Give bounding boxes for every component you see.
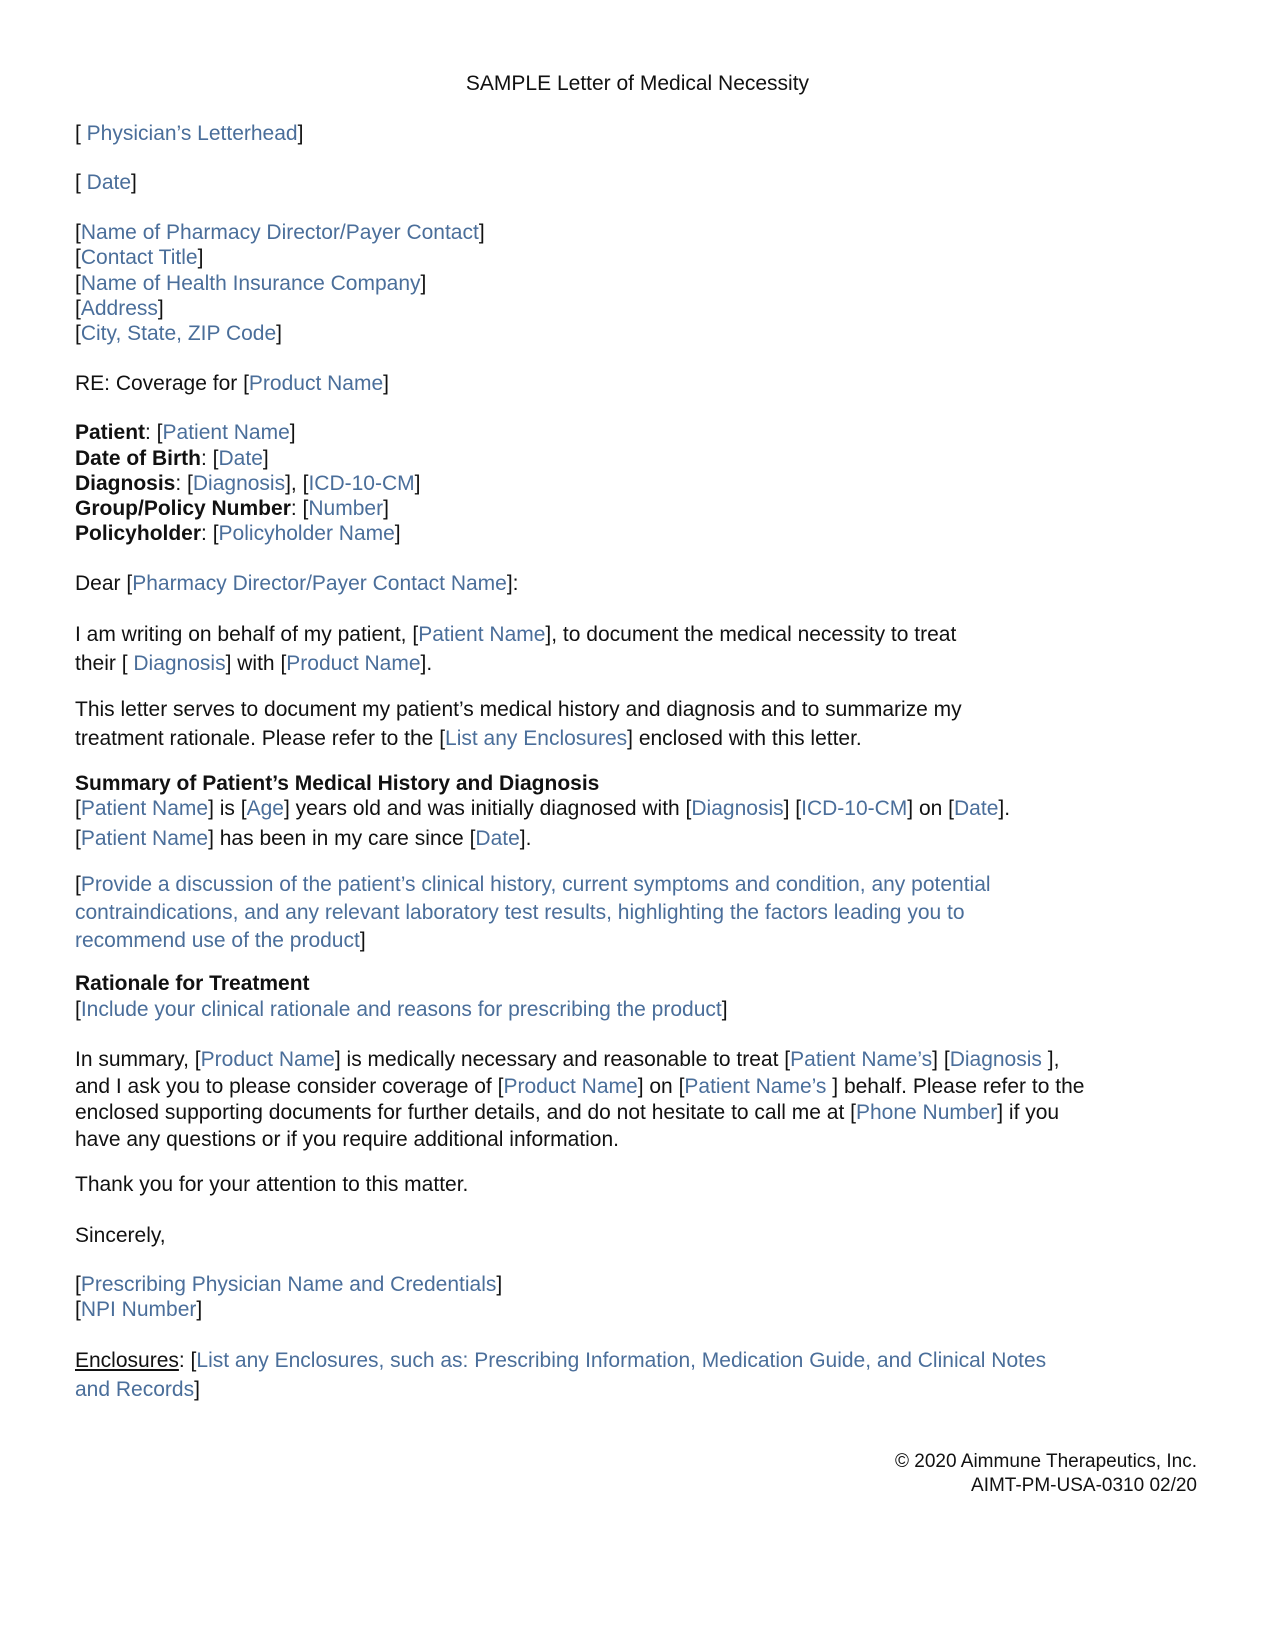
para2-text-b: treatment rationale. Please refer to the bbox=[75, 727, 440, 750]
rationale-placeholder: Include your clinical rationale and reasons for prescribing the product bbox=[80, 998, 722, 1021]
diagnosis-line: Diagnosis: [Diagnosis], [ICD-10-CM] bbox=[75, 472, 421, 495]
summary-line1: [Patient Name] is [Age] years old and was initially diagnosed with [Diagnosis] [ICD-10-CM] on [Date]. bbox=[75, 797, 1011, 820]
policyholder-line: Policyholder: [Policyholder Name] bbox=[75, 522, 401, 545]
group-line: Group/Policy Number: [Number] bbox=[75, 497, 389, 520]
summary-text-c: on bbox=[913, 797, 949, 820]
thanks-line: Thank you for your attention to this matter. bbox=[75, 1173, 469, 1196]
insummary-text-g: if you bbox=[1003, 1101, 1060, 1124]
director-placeholder: Name of Pharmacy Director/Payer Contact bbox=[80, 221, 479, 244]
product-name-placeholder: Product Name bbox=[503, 1075, 638, 1098]
dob-label: Date of Birth bbox=[75, 447, 201, 470]
enclosures-list-placeholder-1: List any Enclosures, such as: Prescribing Information, Medication Guide, and Clinical Notes bbox=[196, 1349, 1047, 1372]
discussion-placeholder-3: recommend use of the product bbox=[75, 929, 360, 952]
insummary-text-b: is medically necessary and reasonable to treat bbox=[340, 1048, 785, 1071]
re-line: RE: Coverage for [Product Name] bbox=[75, 372, 389, 395]
date-placeholder: Date bbox=[475, 827, 520, 850]
footer-copyright: © 2020 Aimmune Therapeutics, Inc. bbox=[895, 1451, 1197, 1472]
enclosures-line1: Enclosures: [List any Enclosures, such as: Prescribing Information, Medication Guide, and Clinical Notes bbox=[75, 1349, 1047, 1372]
sincerely-line: Sincerely, bbox=[75, 1224, 166, 1247]
insummary-line1: In summary, [Product Name] is medically necessary and reasonable to treat [Patient Name’s] [Diagnosis ], bbox=[75, 1048, 1060, 1071]
para1-text-b: , to document the medical necessity to treat bbox=[551, 623, 957, 646]
diagnosis-label: Diagnosis bbox=[75, 472, 176, 495]
footer-code: AIMT-PM-USA-0310 02/20 bbox=[971, 1475, 1197, 1496]
number-placeholder: Number bbox=[308, 497, 384, 520]
patient-name-placeholder: Patient Name bbox=[162, 421, 290, 444]
policyholder-label: Policyholder bbox=[75, 522, 202, 545]
npi-placeholder: NPI Number bbox=[80, 1298, 197, 1321]
enclosures-list-placeholder-2: and Records bbox=[75, 1378, 195, 1401]
insummary-text-d: on bbox=[643, 1075, 679, 1098]
group-label: Group/Policy Number bbox=[75, 497, 291, 520]
rationale-heading: Rationale for Treatment bbox=[75, 972, 310, 995]
salutation: Dear [Pharmacy Director/Payer Contact Name]: bbox=[75, 572, 519, 595]
patient-names-placeholder: Patient Name’s bbox=[790, 1048, 933, 1071]
summary-text-b: years old and was initially diagnosed with bbox=[289, 797, 686, 820]
insummary-line3: enclosed supporting documents for further details, and do not hesitate to call me at [Phone Number] if you bbox=[75, 1101, 1060, 1124]
contact-title-placeholder: Contact Title bbox=[80, 246, 198, 269]
summary-heading: Summary of Patient’s Medical History and Diagnosis bbox=[75, 772, 600, 795]
physician-line: [Prescribing Physician Name and Credentials] bbox=[75, 1273, 503, 1296]
product-name-placeholder: Product Name bbox=[248, 372, 384, 395]
patient-name-placeholder: Patient Name bbox=[418, 623, 546, 646]
letterhead-line: [ Physician’s Letterhead] bbox=[75, 122, 304, 145]
insummary-text-a: In summary, bbox=[75, 1048, 195, 1071]
diagnosis-placeholder: Diagnosis bbox=[691, 797, 784, 820]
product-name-placeholder: Product Name bbox=[200, 1048, 335, 1071]
patient-line: Patient: [Patient Name] bbox=[75, 421, 296, 444]
insummary-line4: have any questions or if you require additional information. bbox=[75, 1128, 619, 1151]
icd-placeholder: ICD-10-CM bbox=[801, 797, 908, 820]
address-title: [Contact Title] bbox=[75, 246, 204, 269]
physician-placeholder: Prescribing Physician Name and Credentials bbox=[80, 1273, 497, 1296]
insummary-line2: and I ask you to please consider coverage of [Product Name] on [Patient Name’s ] behalf. Please refer to the bbox=[75, 1075, 1085, 1098]
address-placeholder: Address bbox=[80, 297, 158, 320]
date-placeholder: Date bbox=[86, 171, 132, 194]
diagnosis-placeholder: Diagnosis bbox=[133, 652, 226, 675]
patient-label: Patient bbox=[75, 421, 146, 444]
para1-line1: I am writing on behalf of my patient, [Patient Name], to document the medical necessity to treat bbox=[75, 623, 957, 646]
para1-text-a: I am writing on behalf of my patient, bbox=[75, 623, 413, 646]
discussion-line3: recommend use of the product] bbox=[75, 929, 366, 952]
para2-line2: treatment rationale. Please refer to the [List any Enclosures] enclosed with this letter. bbox=[75, 727, 862, 750]
letterhead-placeholder: Physician’s Letterhead bbox=[86, 122, 298, 145]
re-label: RE: Coverage for bbox=[75, 372, 244, 395]
discussion-placeholder-2: contraindications, and any relevant laboratory test results, highlighting the factors leading you to bbox=[75, 901, 965, 924]
discussion-placeholder-1: Provide a discussion of the patient’s clinical history, current symptoms and condition, any potential bbox=[80, 873, 991, 896]
address-street: [Address] bbox=[75, 297, 164, 320]
patient-name-placeholder: Patient Name bbox=[80, 827, 209, 850]
dob-line: Date of Birth: [Date] bbox=[75, 447, 269, 470]
city-state-zip-placeholder: City, State, ZIP Code bbox=[80, 322, 277, 345]
age-placeholder: Age bbox=[246, 797, 284, 820]
document-title: SAMPLE Letter of Medical Necessity bbox=[465, 72, 810, 95]
diagnosis-placeholder: Diagnosis bbox=[192, 472, 286, 495]
enclosures-line2: and Records] bbox=[75, 1378, 200, 1401]
rationale-line: [Include your clinical rationale and reasons for prescribing the product] bbox=[75, 998, 728, 1021]
enclosures-label: Enclosures bbox=[75, 1349, 179, 1372]
phone-placeholder: Phone Number bbox=[855, 1101, 998, 1124]
product-name-placeholder: Product Name bbox=[286, 652, 421, 675]
icd-placeholder: ICD-10-CM bbox=[308, 472, 415, 495]
diagnosis-placeholder: Diagnosis bbox=[949, 1048, 1048, 1071]
dear-label: Dear bbox=[75, 572, 127, 595]
para1-text-d: with bbox=[231, 652, 281, 675]
date-placeholder: Date bbox=[954, 797, 999, 820]
para2-text-c: enclosed with this letter. bbox=[632, 727, 862, 750]
date-line: [ Date] bbox=[75, 171, 137, 194]
summary-text-a: is bbox=[213, 797, 241, 820]
discussion-line2 bbox=[75, 900, 965, 926]
patient-names-placeholder: Patient Name’s bbox=[684, 1075, 833, 1098]
insurance-company-placeholder: Name of Health Insurance Company bbox=[80, 272, 421, 295]
address-city: [City, State, ZIP Code] bbox=[75, 322, 282, 345]
summary-line2: [Patient Name] has been in my care since [Date]. bbox=[75, 827, 532, 850]
address-company: [Name of Health Insurance Company] bbox=[75, 272, 427, 295]
insummary-text-f: enclosed supporting documents for further details, and do not hesitate to call me at bbox=[75, 1101, 851, 1124]
discussion-line1: [Provide a discussion of the patient’s clinical history, current symptoms and condition, any potential bbox=[75, 873, 991, 896]
para2-line1: This letter serves to document my patient’s medical history and diagnosis and to summarize my bbox=[75, 698, 962, 721]
summary-text-d: has been in my care since bbox=[213, 827, 470, 850]
patient-name-placeholder: Patient Name bbox=[80, 797, 209, 820]
npi-line: [NPI Number] bbox=[75, 1298, 203, 1321]
para1-text-c: their bbox=[75, 652, 122, 675]
dob-placeholder: Date bbox=[218, 447, 263, 470]
para1-line2: their [ Diagnosis] with [Product Name]. bbox=[75, 652, 433, 675]
insummary-text-c: and I ask you to please consider coverage of bbox=[75, 1075, 498, 1098]
list-enclosures-placeholder: List any Enclosures bbox=[445, 727, 628, 750]
address-director: [Name of Pharmacy Director/Payer Contact] bbox=[75, 221, 485, 244]
policyholder-placeholder: Policyholder Name bbox=[218, 522, 395, 545]
director-name-placeholder: Pharmacy Director/Payer Contact Name bbox=[132, 572, 507, 595]
insummary-text-e: behalf. Please refer to the bbox=[838, 1075, 1085, 1098]
